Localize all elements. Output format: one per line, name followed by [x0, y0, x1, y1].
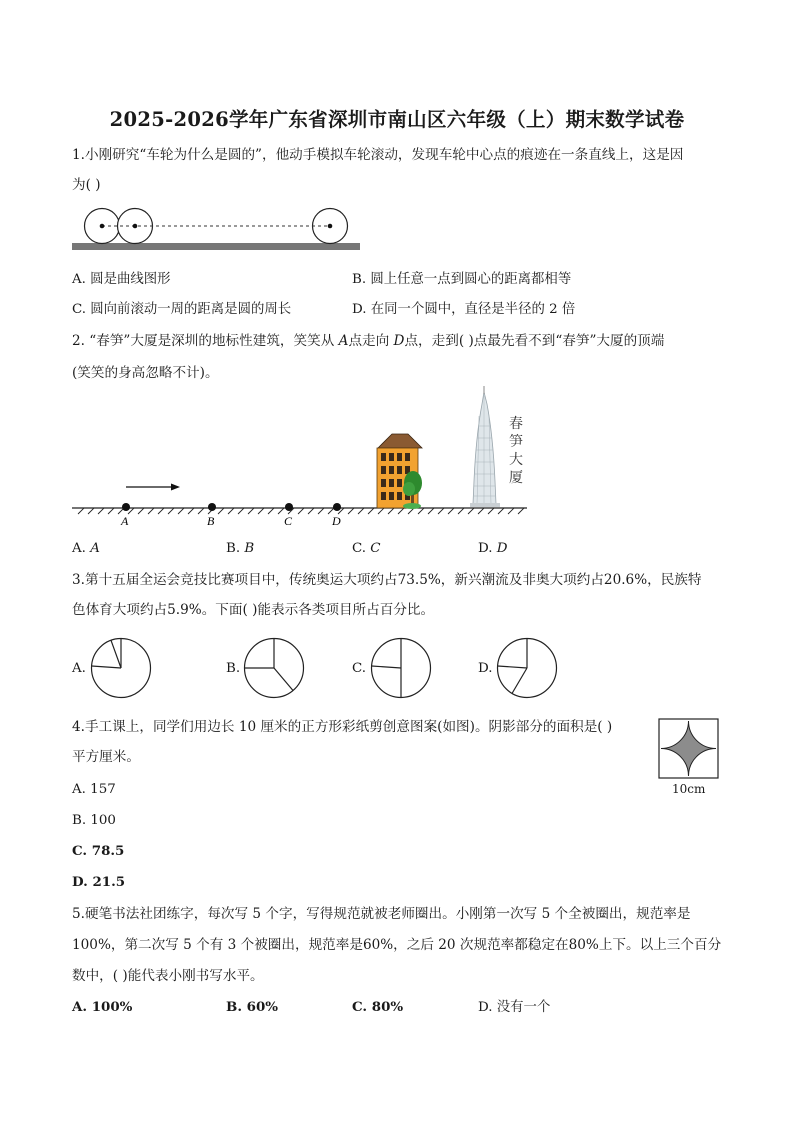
- q5-stem-line2: 100%，第二次写 5 个有 3 个被圈出，规范率是60%，之后 20 次规范率都稳定在80%上下。以上三个百分: [72, 937, 722, 953]
- q3-option-c-label[interactable]: C.: [352, 661, 367, 676]
- page-title: 2025-2026学年广东省深圳市南山区六年级（上）期末数学试卷: [109, 108, 685, 131]
- q3-pie-b[interactable]: [243, 637, 305, 699]
- q1-wheel-figure: [72, 207, 362, 253]
- q5-option-a[interactable]: A. 100%: [72, 999, 133, 1015]
- q2-stem-line2: (笑笑的身高忽略不计)。: [72, 365, 219, 381]
- tower-label-char-3: 大: [509, 453, 523, 468]
- point-d: [333, 503, 341, 511]
- q3-pie-a[interactable]: [90, 637, 152, 699]
- point-a: [122, 503, 130, 511]
- q2-tower-figure: [72, 386, 532, 536]
- tower-label-char-2: 笋: [509, 435, 523, 450]
- q1-option-d[interactable]: D. 在同一个圆中，直径是半径的 2 倍: [352, 302, 576, 317]
- point-c: [285, 503, 293, 511]
- q5-stem-line1: 5.硬笔书法社团练字，每次写 5 个字，写得规范就被老师圈出。小刚第一次写 5 个全被圈出，规范率是: [72, 906, 691, 922]
- q5-option-c[interactable]: C. 80%: [352, 999, 404, 1015]
- ground-bar: [72, 243, 360, 250]
- q4-stem-line2: 平方厘米。: [72, 749, 140, 765]
- q4-option-c[interactable]: C. 78.5: [72, 843, 125, 859]
- q3-pie-d[interactable]: [496, 637, 558, 699]
- tower-label-char-4: 厦: [509, 471, 523, 486]
- q2-option-c[interactable]: C. C: [352, 541, 381, 556]
- q3-stem-line2: 色体育大项约占5.9%。下面( )能表示各类项目所占百分比。: [72, 602, 435, 618]
- q2-option-d[interactable]: D. D: [478, 541, 508, 556]
- point-b: [208, 503, 216, 511]
- q4-option-b[interactable]: B. 100: [72, 813, 116, 828]
- q3-option-a-label[interactable]: A.: [72, 661, 86, 676]
- point-a-label: A: [121, 514, 129, 528]
- q4-option-d[interactable]: D. 21.5: [72, 874, 126, 890]
- q1-stem-line2: 为( ): [72, 177, 101, 193]
- q1-option-c[interactable]: C. 圆向前滚动一周的距离是圆的周长: [72, 302, 292, 317]
- tower-label-char-1: 春: [509, 417, 523, 432]
- q4-stem-line1: 4.手工课上，同学们用边长 10 厘米的正方形彩纸剪创意图案(如图)。阴影部分的面积是( ): [72, 719, 613, 735]
- q1-stem-line1: 1.小刚研究“车轮为什么是圆的”，他动手模拟车轮滚动，发现车轮中心点的痕迹在一条直线上，这是因: [72, 147, 684, 163]
- q3-option-b-label[interactable]: B.: [226, 661, 241, 676]
- q5-stem-line3: 数中，( )能代表小刚书写水平。: [72, 968, 264, 984]
- q1-option-b[interactable]: B. 圆上任意一点到圆心的距离都相等: [352, 272, 572, 287]
- q2-stem-line1: 2. “春笋”大厦是深圳的地标性建筑，笑笑从 A点走向 D点，走到( )点最先看不到“春笋”大厦的顶端: [72, 333, 665, 349]
- q5-option-d[interactable]: D. 没有一个: [478, 1000, 551, 1015]
- q1-option-a[interactable]: A. 圆是曲线图形: [72, 272, 171, 287]
- q2-option-a[interactable]: A. A: [72, 541, 100, 556]
- q3-stem-line1: 3.第十五届全运会竞技比赛项目中，传统奥运大项约占73.5%，新兴潮流及非奥大项约占20.6%，民族特: [72, 572, 702, 588]
- q3-option-d-label[interactable]: D.: [478, 661, 493, 676]
- spring-bamboo-tower: [470, 386, 500, 507]
- point-d-label: D: [332, 514, 341, 528]
- point-c-label: C: [284, 514, 293, 528]
- q4-option-a[interactable]: A. 157: [72, 782, 116, 797]
- q5-option-b[interactable]: B. 60%: [226, 999, 278, 1015]
- q2-option-b[interactable]: B. B: [226, 541, 255, 556]
- point-b-label: B: [207, 514, 215, 528]
- q3-pie-c[interactable]: [370, 637, 432, 699]
- direction-arrow: [126, 484, 180, 491]
- q4-square-figure: [658, 718, 720, 780]
- q4-figure-label: 10cm: [672, 782, 706, 796]
- apartment-building: [377, 434, 422, 508]
